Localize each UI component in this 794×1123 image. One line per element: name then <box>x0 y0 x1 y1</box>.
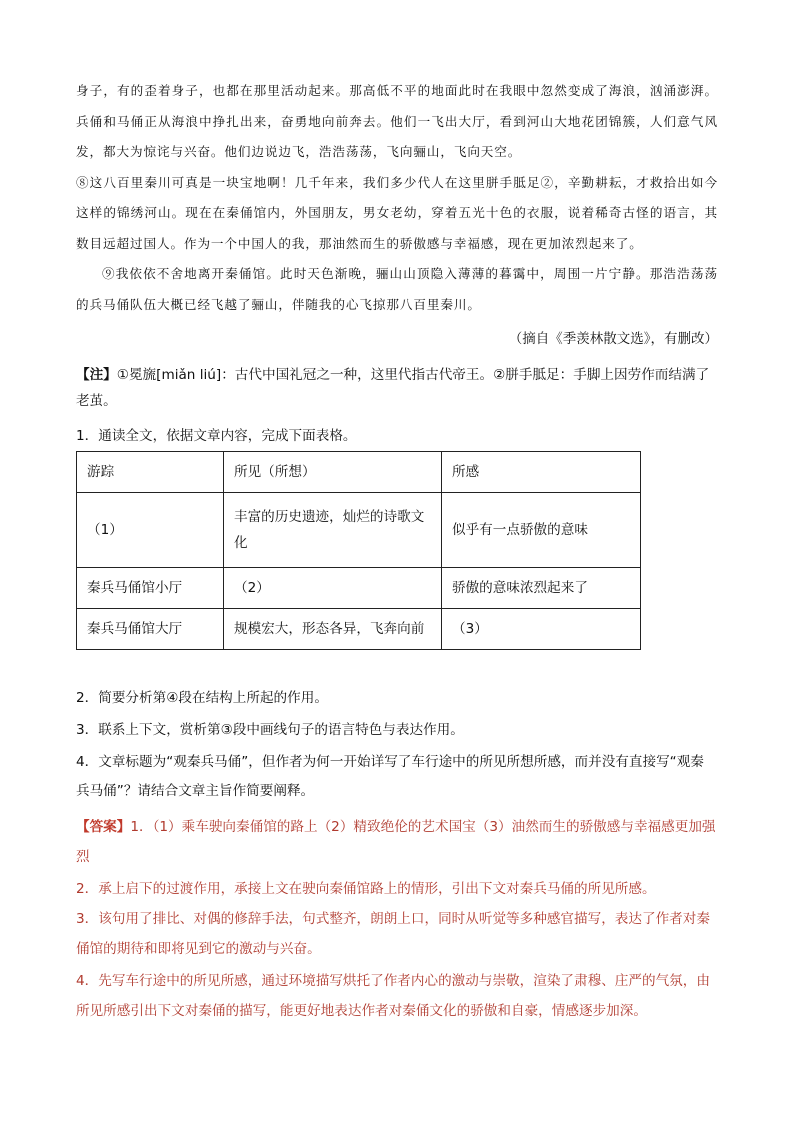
table-cell: 骄傲的意味浓烈起来了 <box>442 568 641 609</box>
answer-table <box>76 451 641 650</box>
table-cell: 秦兵马俑馆大厅 <box>77 609 224 650</box>
answer-1 <box>76 812 716 872</box>
paragraph-8: ⑧这八百里秦川可真是一块宝地啊！几千年来，我们多少代人在这里胼手胝足②，辛勤耕耘，才救拾出如今这样的锦绣河山。现在在秦俑馆内，外国朋友，男女老幼，穿着五光十色的衣服，说着稀奇古怪的语言，其数目远超过国人。作为一个中国人的我，那油然而生的骄傲感与幸福感，现在更加浓烈起来了。 <box>76 174 718 251</box>
answer-2: 2．承上启下的过渡作用，承接上文在驶向秦俑馆路上的情形，引出下文对秦兵马俑的所见所感。 <box>76 881 656 897</box>
table-header: 所见（所想） <box>224 452 442 493</box>
table-row <box>77 609 641 650</box>
table-cell: （2） <box>224 568 442 609</box>
answer-1-text: 1．（1）乘车驶向秦俑馆的路上（2）精致绝伦的艺术国宝（3）油然而生的骄傲感与幸福感更加强烈 <box>76 819 716 865</box>
table-row <box>77 493 641 568</box>
table-header-row <box>77 452 641 493</box>
table-cell: （3） <box>442 609 641 650</box>
answer-label: 【答案】 <box>76 819 131 835</box>
footnote <box>76 362 716 414</box>
paragraph-9: ⑨我依依不舍地离开秦俑馆。此时天色渐晚，骊山山顶隐入薄薄的暮霭中，周围一片宁静。那浩浩荡荡的兵马俑队伍大概已经飞越了骊山，伴随我的心飞掠那八百里秦川。 <box>76 266 718 312</box>
table-cell: （1） <box>77 493 224 568</box>
answer-4: 4．先写车行途中的所见所感，通过环境描写烘托了作者内心的激动与崇敬，渲染了肃穆、庄严的气氛，由所见所感引出下文对秦俑的描写，能更好地表达作者对秦俑文化的骄傲和自豪，情感逐步加深。 <box>76 973 710 1019</box>
passage-body <box>76 76 718 320</box>
table-header: 游踪 <box>77 452 224 493</box>
footnote-tag: 【注】 <box>76 367 117 383</box>
answer-3: 3．该句用了排比、对偶的修辞手法，句式整齐，朗朗上口，同时从听觉等多种感官描写，表达了作者对秦俑馆的期待和即将见到它的激动与兴奋。 <box>76 911 710 957</box>
table-cell: 规模宏大，形态各异，飞奔向前 <box>224 609 442 650</box>
question-1: 1．通读全文，依据文章内容，完成下面表格。 <box>76 428 357 444</box>
paragraph-7-continued: 身子，有的歪着身子，也都在那里活动起来。那高低不平的地面此时在我眼中忽然变成了海浪，汹涌澎湃。兵俑和马俑正从海浪中挣扎出来，奋勇地向前奔去。他们一飞出大厅，看到河山大地花团锦簇，人们意气风发，都大为惊诧与兴奋。他们边说边飞，浩浩荡荡，飞向骊山，飞向天空。 <box>76 83 718 159</box>
question-2: 2．简要分析第④段在结构上所起的作用。 <box>76 690 328 706</box>
table-row <box>77 568 641 609</box>
table-cell: 似乎有一点骄傲的意味 <box>442 493 641 568</box>
table-cell: 丰富的历史遗迹，灿烂的诗歌文化 <box>224 493 442 568</box>
table-cell: 秦兵马俑馆小厅 <box>77 568 224 609</box>
question-3: 3．联系上下文，赏析第③段中画线句子的语言特色与表达作用。 <box>76 722 464 738</box>
question-4: 4．文章标题为“观秦兵马俑”，但作者为何一开始详写了车行途中的所见所想所感，而并没有直接写“观秦兵马俑”？请结合文章主旨作简要阐释。 <box>76 754 704 799</box>
footnote-text: ①冕旒[miǎn liú]：古代中国礼冠之一种，这里代指古代帝王。②胼手胝足：手脚上因劳作而结满了老茧。 <box>76 367 710 409</box>
source-citation: （摘自《季羡林散文选》，有删改） <box>508 331 718 347</box>
table-header: 所感 <box>442 452 641 493</box>
